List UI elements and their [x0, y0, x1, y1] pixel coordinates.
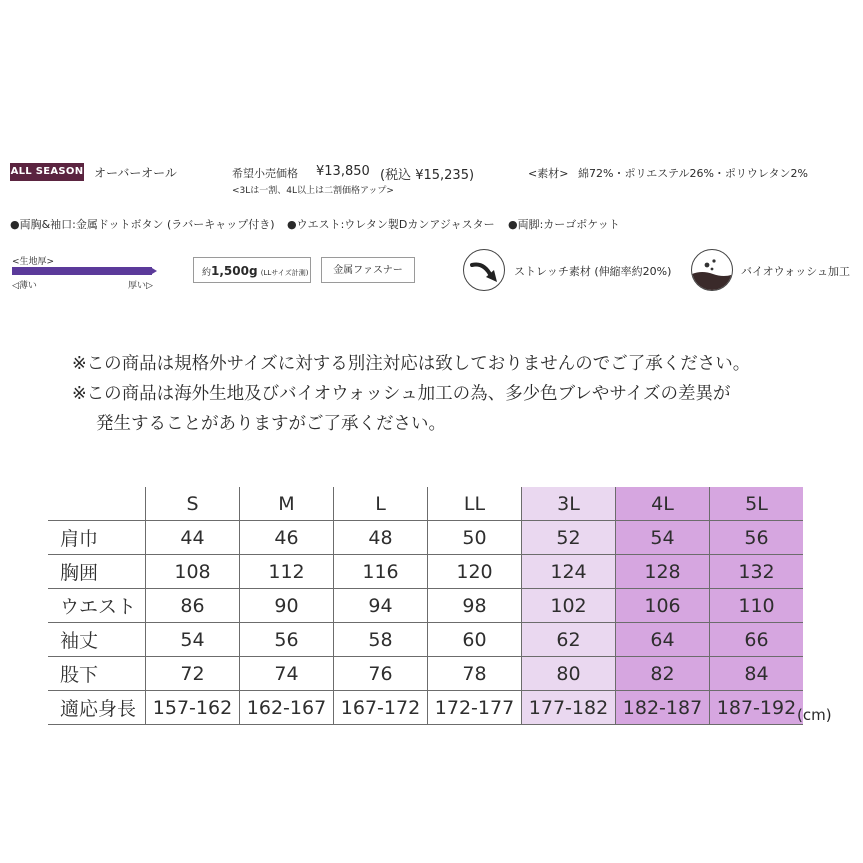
table-cell: 116 [334, 555, 428, 589]
feature-waist: ●ウエスト:ウレタン製Dカンアジャスター [287, 218, 495, 231]
table-cell: 58 [334, 623, 428, 657]
price-note: <3Lは一割、4L以上は二割価格アップ> [232, 186, 394, 196]
table-cell: 80 [522, 657, 616, 691]
curved-arrow-icon [463, 249, 505, 291]
row-label: 袖丈 [48, 623, 146, 657]
size-header-ll: LL [428, 487, 522, 521]
fastener-badge: 金属ファスナー [321, 257, 415, 283]
table-cell: 106 [616, 589, 710, 623]
table-cell: 74 [240, 657, 334, 691]
table-cell: 82 [616, 657, 710, 691]
weight-prefix: 約 [202, 268, 212, 278]
table-cell: 110 [710, 589, 804, 623]
thickness-thin-label: ◁薄い [12, 281, 37, 291]
table-cell: 56 [240, 623, 334, 657]
table-cell: 98 [428, 589, 522, 623]
table-cell: 90 [240, 589, 334, 623]
price-tax-included: (税込 ¥15,235) [380, 168, 475, 183]
table-row [48, 657, 803, 691]
size-header-corner [48, 487, 146, 521]
row-label: ウエスト [48, 589, 146, 623]
table-cell: 157-162 [146, 691, 240, 725]
table-cell: 94 [334, 589, 428, 623]
table-row [48, 555, 803, 589]
thickness-thick-label: 厚い▷ [128, 281, 153, 291]
table-cell: 108 [146, 555, 240, 589]
thickness-label: <生地厚> [12, 257, 55, 267]
price: ¥13,850 [316, 164, 370, 179]
table-cell: 167-172 [334, 691, 428, 725]
weight-value: 1,500g [211, 264, 258, 278]
table-cell: 187-192 [710, 691, 804, 725]
table-cell: 46 [240, 521, 334, 555]
feature-pockets: ●両脚:カーゴポケット [508, 218, 620, 231]
product-name: オーバーオール [94, 166, 177, 180]
table-row [48, 589, 803, 623]
table-cell: 44 [146, 521, 240, 555]
table-cell: 66 [710, 623, 804, 657]
size-header-l: L [334, 487, 428, 521]
table-cell: 132 [710, 555, 804, 589]
table-cell: 162-167 [240, 691, 334, 725]
table-cell: 78 [428, 657, 522, 691]
material: 綿72%・ポリエステル26%・ポリウレタン2% [578, 167, 808, 180]
table-cell: 50 [428, 521, 522, 555]
price-label: 希望小売価格 [232, 167, 298, 180]
table-cell: 84 [710, 657, 804, 691]
row-label: 胸囲 [48, 555, 146, 589]
bio-wash-label: バイオウォッシュ加工 [741, 265, 851, 278]
table-row [48, 521, 803, 555]
table-cell: 60 [428, 623, 522, 657]
size-header-row [48, 487, 803, 521]
table-cell: 76 [334, 657, 428, 691]
table-cell: 54 [146, 623, 240, 657]
row-label: 適応身長 [48, 691, 146, 725]
material-label: <素材> [528, 167, 569, 180]
table-cell: 172-177 [428, 691, 522, 725]
table-cell: 120 [428, 555, 522, 589]
table-cell: 182-187 [616, 691, 710, 725]
table-cell: 112 [240, 555, 334, 589]
season-badge: ALL SEASON [10, 163, 84, 181]
table-row [48, 691, 803, 725]
table-cell: 64 [616, 623, 710, 657]
table-cell: 54 [616, 521, 710, 555]
table-cell: 62 [522, 623, 616, 657]
size-header-5l: 5L [710, 487, 804, 521]
thickness-bar-cap [152, 268, 157, 274]
thickness-bar [12, 267, 152, 275]
table-cell: 72 [146, 657, 240, 691]
notice-line-1: ※この商品は規格外サイズに対する別注対応は致しておりませんのでご了承ください。 [72, 354, 751, 374]
table-cell: 128 [616, 555, 710, 589]
table-cell: 177-182 [522, 691, 616, 725]
droplets-icon [691, 249, 733, 291]
table-cell: 124 [522, 555, 616, 589]
weight-note: (LLサイズ計測) [260, 269, 309, 277]
feature-buttons: ●両胸&袖口:金属ドットボタン (ラバーキャップ付き) [10, 218, 275, 231]
notice-line-2: ※この商品は海外生地及びバイオウォッシュ加工の為、多少色ブレやサイズの差異が [72, 384, 731, 404]
size-header-3l: 3L [522, 487, 616, 521]
table-cell: 102 [522, 589, 616, 623]
row-label: 肩巾 [48, 521, 146, 555]
weight-box [193, 257, 311, 283]
stretch-label: ストレッチ素材 (伸縮率約20%) [514, 265, 672, 278]
table-row [48, 623, 803, 657]
table-cell: 86 [146, 589, 240, 623]
table-cell: 48 [334, 521, 428, 555]
size-header-s: S [146, 487, 240, 521]
row-label: 股下 [48, 657, 146, 691]
size-header-m: M [240, 487, 334, 521]
size-header-4l: 4L [616, 487, 710, 521]
unit-label: (cm) [797, 706, 832, 724]
table-cell: 52 [522, 521, 616, 555]
table-cell: 56 [710, 521, 804, 555]
notice-line-3: 発生することがありますがご了承ください。 [96, 414, 446, 434]
size-table [48, 487, 803, 725]
